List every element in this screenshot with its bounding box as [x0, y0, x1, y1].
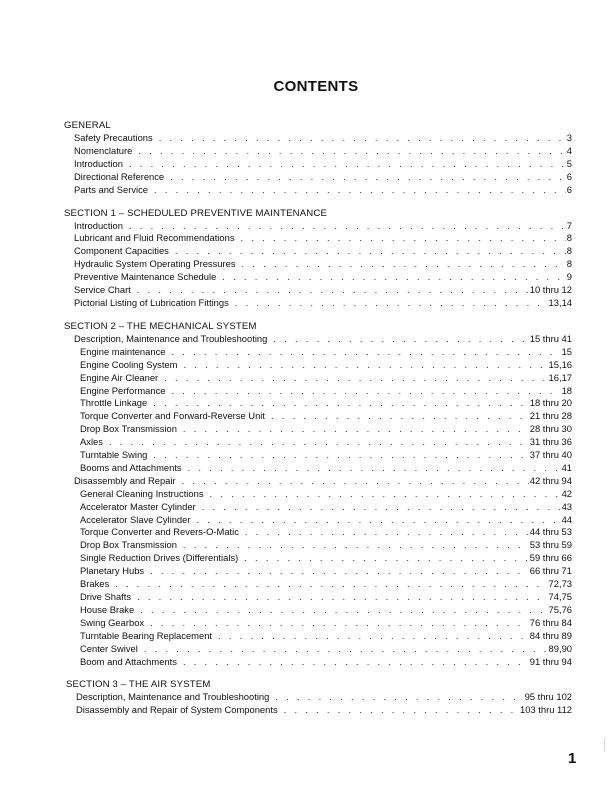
dot-leader: [137, 591, 547, 604]
toc-entry: [64, 385, 572, 398]
toc-entry: [64, 656, 572, 669]
dot-leader: [159, 132, 566, 145]
toc-entry: [64, 271, 572, 284]
toc-entry-label: Component Capacities: [74, 245, 169, 257]
toc-entry-label: Booms and Attachments: [80, 461, 182, 473]
toc-entry: [64, 617, 572, 630]
toc-entry-page: 7: [566, 219, 572, 231]
toc-entry-page: 13,14: [548, 296, 572, 308]
toc-entry-label: Directional Reference: [74, 170, 165, 182]
dot-leader: [183, 423, 529, 436]
toc-entry-page: 6: [566, 170, 572, 182]
toc-entry-page: 84 thru 89: [529, 629, 572, 641]
toc-entry-label: Planetary Hubs: [80, 565, 145, 577]
toc-entry: [64, 245, 572, 258]
toc-entry-label: Brakes: [80, 578, 110, 590]
dot-leader: [175, 245, 566, 258]
toc-entry-page: 6: [566, 183, 572, 195]
toc-entry-label: Engine Air Cleaner: [80, 371, 159, 383]
toc-entry-page: 42 thru 94: [529, 474, 572, 486]
toc-entry: [66, 704, 572, 717]
toc-entry: [64, 488, 572, 501]
toc-entry-label: Accelerator Master Cylinder: [80, 500, 196, 512]
toc-entry-label: Center Swivel: [80, 642, 138, 654]
toc-entry: [64, 578, 572, 591]
dot-leader: [171, 346, 560, 359]
dot-leader: [218, 630, 529, 643]
dot-leader: [171, 385, 560, 398]
dot-leader: [115, 578, 547, 591]
toc-entry-label: Engine maintenance: [80, 345, 166, 357]
toc-entry: [64, 397, 572, 410]
toc-entry: [64, 475, 572, 488]
toc-entry-label: Lubricant and Fluid Recommendations: [74, 232, 235, 244]
toc-entry: [64, 630, 572, 643]
toc-entry-page: 37 thru 40: [529, 449, 572, 461]
toc-entry-label: Engine Cooling System: [80, 358, 178, 370]
toc-entry-label: Preventive Maintenance Schedule: [74, 271, 217, 283]
toc-section: [64, 321, 572, 669]
toc-entry-label: Disassembly and Repair of System Components: [76, 704, 278, 716]
toc-section: [64, 120, 572, 197]
toc-entry-label: Nomenclature: [74, 144, 133, 156]
dot-leader: [241, 232, 566, 245]
toc-entry-page: 89,90: [548, 642, 572, 654]
toc-entry: [64, 514, 572, 527]
toc-entry-label: Drive Shafts: [80, 591, 132, 602]
toc-entry: [64, 145, 572, 158]
toc-entry: [64, 297, 572, 310]
toc-entry-page: 15,16: [548, 358, 572, 370]
toc-entry: [64, 501, 572, 514]
dot-leader: [144, 643, 548, 656]
toc-entry-page: 44 thru 53: [529, 526, 572, 538]
toc-entry: [64, 232, 572, 245]
toc-entry-page: 18: [561, 384, 572, 396]
toc-entry: [64, 591, 572, 604]
dot-leader: [150, 617, 529, 630]
toc-entry-page: 44: [561, 513, 572, 525]
toc-entry-page: 16,17: [548, 371, 572, 383]
toc-entry-page: 8: [566, 258, 572, 270]
scan-edge-mark: [604, 738, 605, 752]
toc-entry-page: 9: [566, 271, 572, 283]
toc-entry-page: 41: [561, 461, 572, 473]
dot-leader: [182, 475, 529, 488]
dot-leader: [153, 397, 529, 410]
toc-entry-label: Axles: [80, 436, 103, 448]
toc-entry-label: Introduction: [74, 157, 123, 169]
toc-entry: [64, 643, 572, 656]
dot-leader: [245, 526, 529, 539]
dot-leader: [284, 704, 519, 717]
toc-section: [64, 679, 572, 717]
toc-entry: [64, 436, 572, 449]
toc-entry-page: 91 thru 94: [529, 655, 572, 667]
toc-entry: [64, 171, 572, 184]
toc-entry-page: 75,76: [548, 603, 572, 615]
toc-entry-label: Description, Maintenance and Troubleshooting: [74, 332, 268, 344]
toc-entry-label: General Cleaning Instructions: [80, 487, 204, 499]
toc-entry: [64, 158, 572, 171]
toc-section: [64, 208, 572, 310]
toc-entry-page: 76 thru 84: [529, 616, 572, 628]
toc-entry-page: 103 thru 112: [520, 704, 572, 716]
toc-entry-label: Accelerator Slave Cylinder: [80, 513, 191, 525]
dot-leader: [222, 271, 566, 284]
toc-entry-label: Torque Converter and Forward-Reverse Unit: [80, 410, 265, 422]
toc-entry-label: Pictorial Listing of Lubrication Fittings: [74, 296, 229, 308]
toc-entry-label: Engine Performance: [80, 384, 166, 396]
dot-leader: [164, 372, 547, 385]
toc-entry-page: 66 thru 71: [529, 565, 572, 577]
table-of-contents: [64, 120, 572, 728]
dot-leader: [188, 462, 561, 475]
toc-entry-label: Turntable Bearing Replacement: [80, 629, 213, 641]
toc-entry: [64, 184, 572, 197]
toc-entry-page: 5: [566, 157, 572, 169]
toc-entry-label: Boom and Attachments: [80, 655, 177, 667]
dot-leader: [275, 691, 523, 704]
dot-leader: [242, 258, 566, 271]
toc-entry-page: 15: [561, 345, 572, 357]
dot-leader: [183, 656, 529, 669]
dot-leader: [154, 184, 566, 197]
toc-entry: [66, 691, 572, 704]
toc-entry-label: Torque Converter and Revers-O-Matic: [80, 526, 239, 538]
toc-entry: [64, 423, 572, 436]
dot-leader: [271, 410, 529, 423]
dot-leader: [170, 171, 566, 184]
dot-leader: [109, 436, 529, 449]
dot-leader: [140, 604, 547, 617]
toc-entry-page: 31 thru 36: [529, 436, 572, 448]
toc-entry: [64, 565, 572, 578]
toc-entry-page: 72,73: [548, 578, 572, 590]
dot-leader: [138, 145, 565, 158]
toc-entry-label: Throttle Linkage: [80, 397, 148, 409]
toc-entry-label: Service Chart: [74, 284, 131, 296]
toc-entry: [64, 346, 572, 359]
dot-leader: [153, 449, 528, 462]
dot-leader: [244, 552, 529, 565]
toc-entry: [64, 462, 572, 475]
toc-entry-label: Hydraulic System Operating Pressures: [74, 258, 236, 270]
toc-entry-page: 8: [566, 245, 572, 257]
toc-entry-label: Drop Box Transmission: [80, 423, 177, 435]
toc-entry: [64, 552, 572, 565]
toc-entry: [64, 132, 572, 145]
dot-leader: [235, 297, 548, 310]
toc-entry-page: 21 thru 28: [529, 410, 572, 422]
toc-entry: [64, 449, 572, 462]
toc-entry-page: 28 thru 30: [529, 423, 572, 435]
toc-entry-page: 18 thru 20: [529, 397, 572, 409]
page-title: CONTENTS: [273, 78, 359, 95]
dot-leader: [210, 488, 561, 501]
dot-leader: [129, 220, 566, 233]
toc-entry-label: Single Reduction Drives (Differentials): [80, 552, 239, 564]
toc-entry: [64, 604, 572, 617]
toc-entry: [64, 284, 572, 297]
toc-entry: [64, 258, 572, 271]
dot-leader: [183, 359, 547, 372]
toc-entry: [64, 539, 572, 552]
toc-entry: [64, 333, 572, 346]
toc-entry-label: Description, Maintenance and Troubleshooting: [76, 691, 270, 703]
section-heading: SECTION 2 – THE MECHANICAL SYSTEM: [64, 320, 257, 332]
toc-entry: [64, 220, 572, 233]
toc-entry-page: 10 thru 12: [529, 284, 572, 296]
dot-leader: [150, 565, 529, 578]
toc-entry-label: Turntable Swing: [80, 449, 148, 461]
toc-entry-page: 59 thru 66: [529, 552, 572, 564]
toc-entry: [64, 372, 572, 385]
toc-entry: [64, 359, 572, 372]
toc-entry-page: 43: [561, 500, 572, 512]
toc-entry-label: Disassembly and Repair: [74, 474, 176, 486]
toc-entry-page: 42: [561, 487, 572, 499]
section-heading: SECTION 1 – SCHEDULED PREVENTIVE MAINTENANCE: [64, 207, 328, 219]
toc-entry: [64, 410, 572, 423]
toc-entry-page: 53 thru 59: [529, 539, 572, 551]
page-number: 1: [568, 750, 577, 767]
dot-leader: [196, 514, 560, 527]
toc-entry-label: Parts and Service: [74, 183, 148, 195]
section-heading: GENERAL: [64, 120, 111, 131]
dot-leader: [137, 284, 529, 297]
toc-entry-label: Introduction: [74, 219, 123, 231]
toc-entry-page: 3: [566, 132, 572, 143]
dot-leader: [183, 539, 529, 552]
toc-entry-page: 15 thru 41: [529, 332, 572, 344]
toc-entry-page: 8: [566, 232, 572, 244]
toc-entry: [64, 526, 572, 539]
toc-entry-page: 4: [566, 144, 572, 156]
toc-entry-page: 74,75: [548, 591, 572, 602]
dot-leader: [129, 158, 566, 171]
dot-leader: [273, 333, 528, 346]
toc-entry-label: House Brake: [80, 603, 135, 615]
toc-entry-label: Safety Precautions: [74, 132, 153, 143]
dot-leader: [202, 501, 561, 514]
toc-entry-label: Drop Box Transmission: [80, 539, 177, 551]
toc-entry-label: Swing Gearbox: [80, 616, 145, 628]
toc-entry-page: 95 thru 102: [524, 691, 572, 703]
section-heading: SECTION 3 – THE AIR SYSTEM: [66, 679, 211, 691]
